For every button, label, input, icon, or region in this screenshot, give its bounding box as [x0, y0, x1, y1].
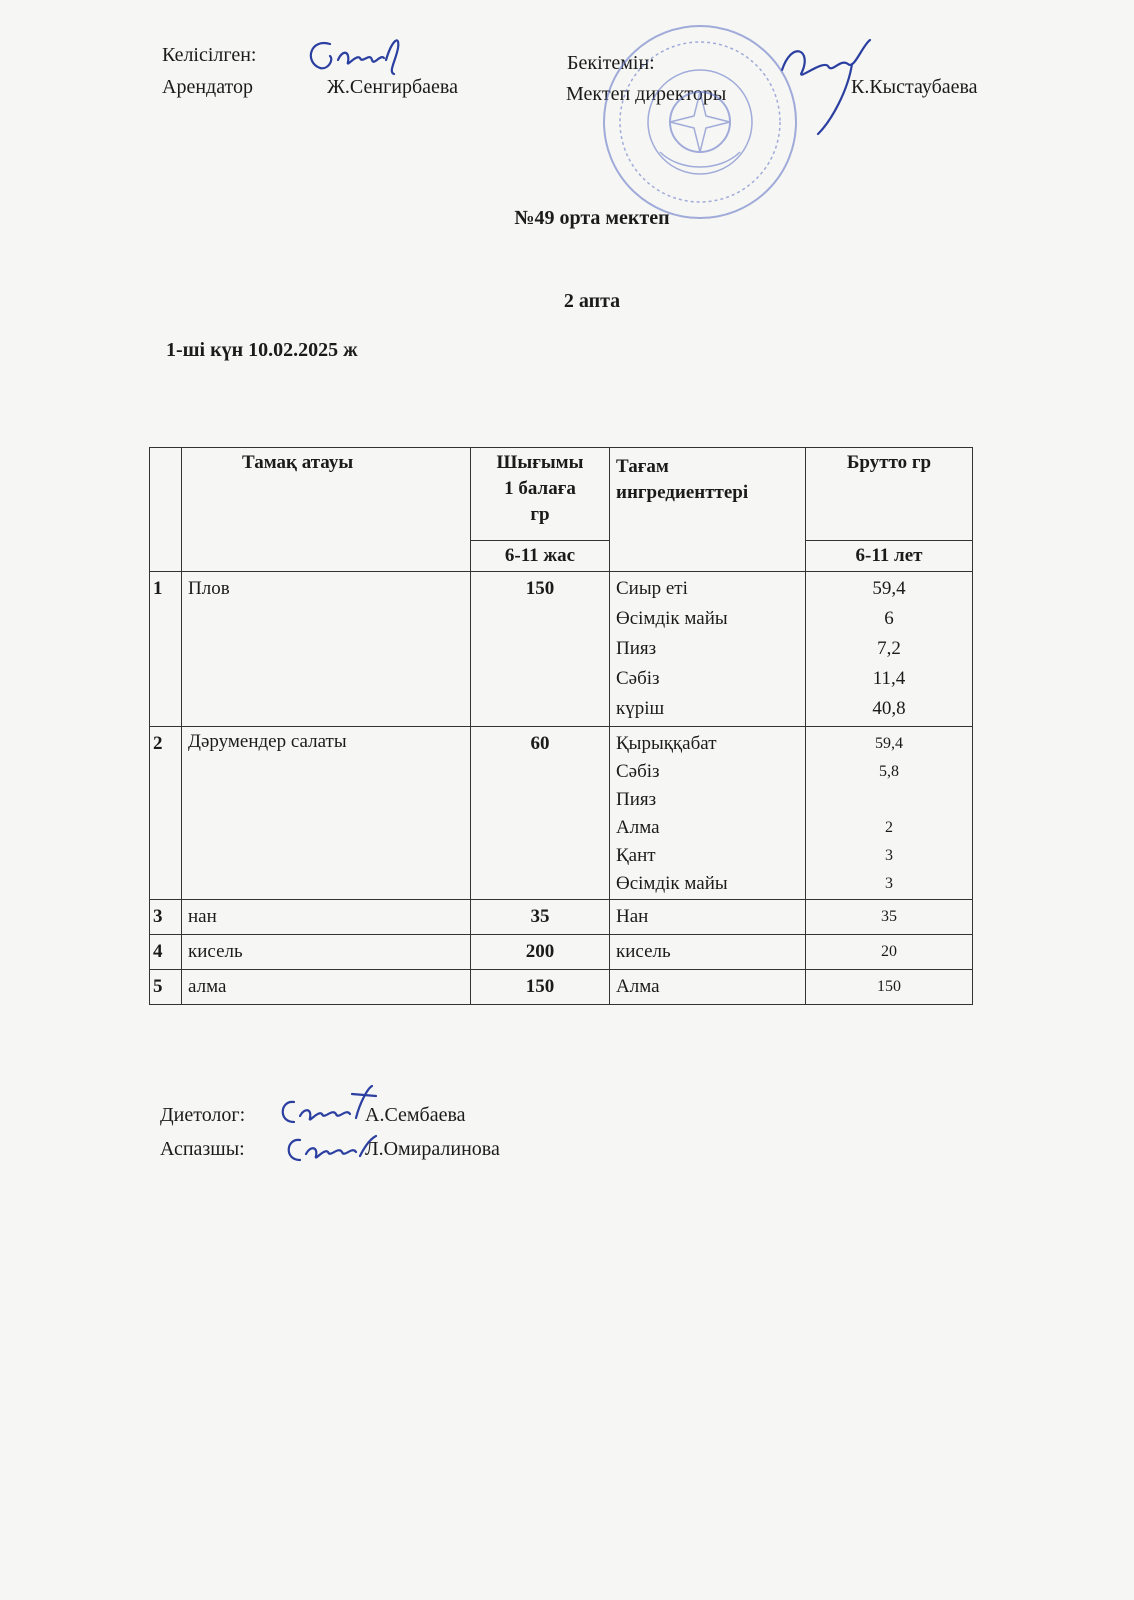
header-ingredients [610, 448, 806, 572]
row-ingredients [610, 970, 806, 1005]
tenant-role: Арендатор [162, 76, 254, 98]
ingredient: Алма [616, 817, 660, 838]
ingredient: Алма [616, 976, 660, 997]
brutto-value: 11,4 [872, 668, 906, 689]
row-brutto [806, 900, 973, 935]
director-role: Мектеп директоры [566, 83, 727, 105]
row-yield: 150 [471, 970, 610, 1005]
approved-label: Бекітемін: [567, 52, 655, 74]
brutto-value: 7,2 [877, 638, 901, 659]
cook-label: Аспазшы: [160, 1138, 245, 1160]
table-row [150, 970, 973, 1005]
brutto-value: 5,8 [879, 763, 899, 780]
header-yield-line2: 1 балаға [504, 478, 576, 499]
row-brutto [806, 572, 973, 727]
ingredient: Нан [616, 906, 649, 927]
brutto-value: 59,4 [872, 578, 906, 599]
brutto-value: 3 [885, 847, 893, 864]
ingredient: Өсімдік майы [616, 608, 728, 629]
day-title: 1-ші күн 10.02.2025 ж [166, 339, 358, 361]
cook-name: Л.Омиралинова [365, 1138, 500, 1160]
dietitian-signature-icon [272, 1082, 382, 1132]
ingredient: Сиыр еті [616, 578, 688, 599]
row-yield: 200 [471, 935, 610, 970]
row-name: алма [182, 970, 471, 1005]
ingredient: Өсімдік майы [616, 873, 728, 894]
row-name: кисель [182, 935, 471, 970]
ingredient: кисель [616, 941, 671, 962]
ingredient: Қырыққабат [616, 733, 717, 754]
header-num-cell [150, 448, 182, 572]
row-brutto [806, 727, 973, 900]
header-ingredients-line2: ингредиенттері [616, 482, 749, 503]
row-ingredients [610, 727, 806, 900]
row-yield: 150 [471, 572, 610, 727]
brutto-value: 6 [884, 608, 894, 629]
week-title: 2 апта [563, 290, 621, 312]
brutto-value: 150 [877, 978, 901, 995]
row-brutto [806, 970, 973, 1005]
brutto-value: 2 [885, 819, 893, 836]
row-num: 3 [150, 900, 182, 935]
brutto-value: 59,4 [875, 735, 903, 752]
agreed-label: Келісілген: [162, 44, 257, 66]
row-ingredients [610, 935, 806, 970]
header-brutto: Брутто гр [806, 448, 973, 541]
tenant-signature-icon [300, 30, 410, 78]
header-yield-line1: Шығымы [496, 452, 584, 473]
header-yield-line3: гр [530, 504, 550, 525]
ingredient: Қант [616, 845, 656, 866]
row-brutto [806, 935, 973, 970]
dietitian-name: А.Сембаева [365, 1104, 466, 1126]
row-num: 2 [150, 727, 182, 900]
table-row [150, 900, 973, 935]
dietitian-label: Диетолог: [160, 1104, 246, 1126]
header-name: Тамақ атауы [182, 448, 471, 572]
table-row [150, 572, 973, 727]
director-name: К.Кыстаубаева [851, 76, 978, 98]
ingredient: Сәбіз [616, 668, 660, 689]
school-title: №49 орта мектеп [514, 207, 670, 229]
table-row [150, 935, 973, 970]
menu-table [149, 447, 973, 1005]
row-ingredients [610, 900, 806, 935]
header-age-right: 6-11 лет [806, 541, 973, 572]
table-header-row [150, 448, 973, 541]
tenant-name: Ж.Сенгирбаева [327, 76, 458, 98]
brutto-value: 35 [881, 908, 897, 925]
ingredient: Пияз [616, 638, 657, 659]
ingredient: Сәбіз [616, 761, 660, 782]
ingredient: күріш [616, 698, 665, 719]
school-stamp-icon [600, 22, 800, 222]
header-ingredients-line1: Тағам [616, 456, 669, 477]
row-yield: 60 [471, 727, 610, 900]
row-num: 4 [150, 935, 182, 970]
header-age-left: 6-11 жас [471, 541, 610, 572]
brutto-value [812, 785, 966, 813]
table-row [150, 727, 973, 900]
row-yield: 35 [471, 900, 610, 935]
row-num: 1 [150, 572, 182, 727]
brutto-value: 40,8 [872, 698, 906, 719]
cook-signature-icon [280, 1128, 380, 1168]
row-name: Дәрумендер салаты [182, 727, 471, 900]
brutto-value: 20 [881, 943, 897, 960]
brutto-value: 3 [885, 875, 893, 892]
row-name: Плов [182, 572, 471, 727]
header-yield [471, 448, 610, 541]
ingredient: Пияз [616, 789, 657, 810]
row-name: нан [182, 900, 471, 935]
row-num: 5 [150, 970, 182, 1005]
row-ingredients [610, 572, 806, 727]
